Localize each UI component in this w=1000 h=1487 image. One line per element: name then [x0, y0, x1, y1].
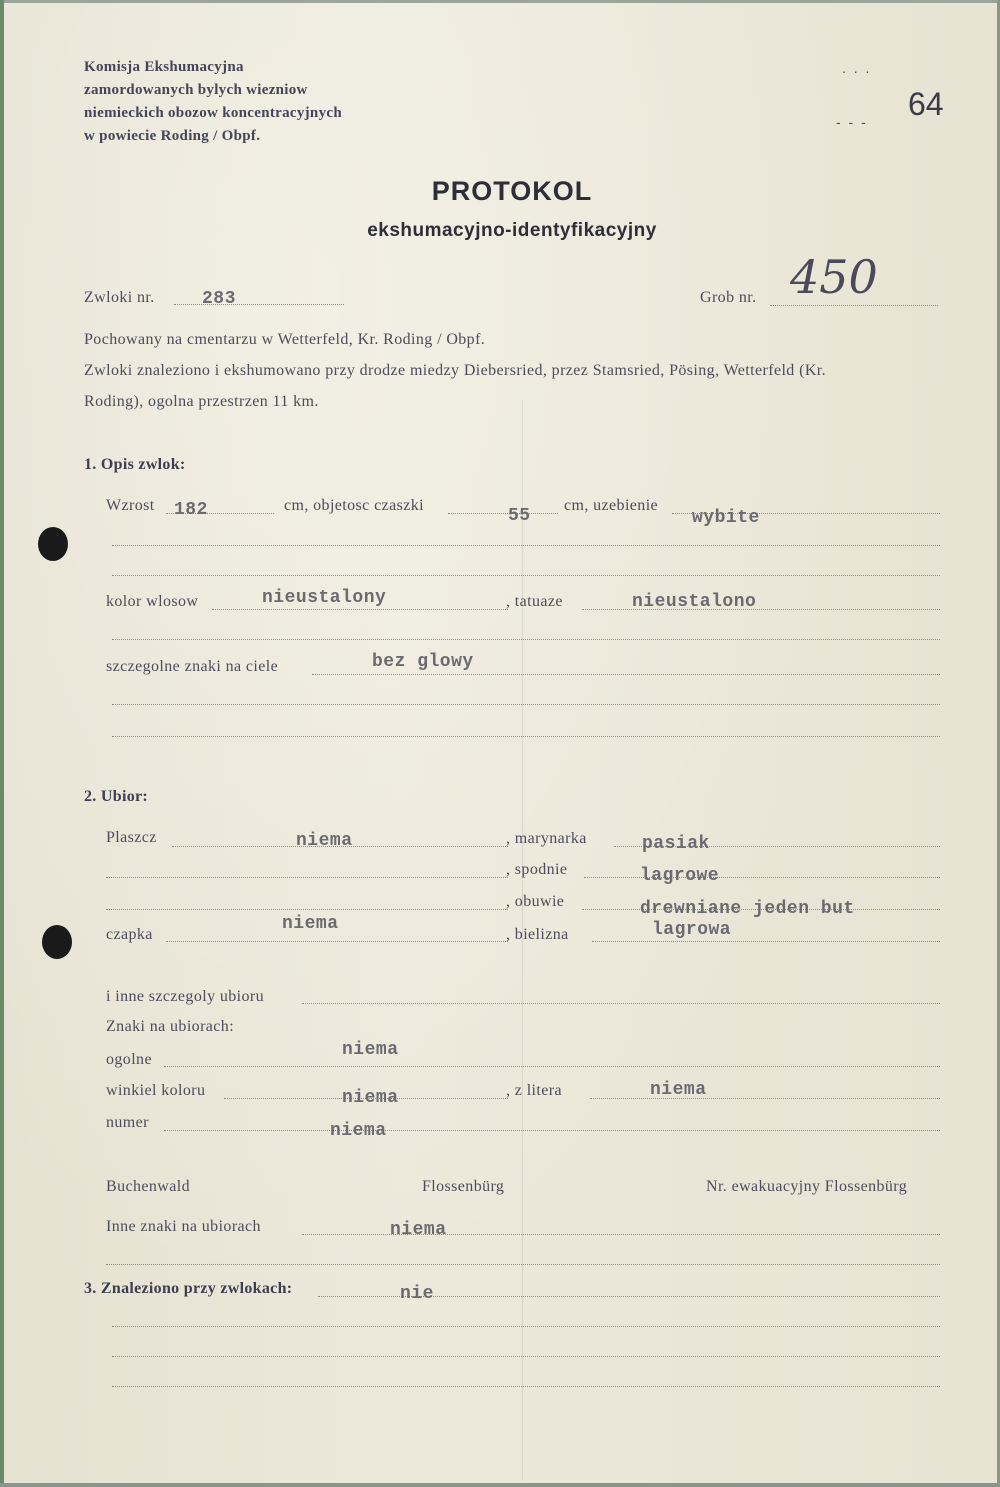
document-title: PROTOKOL [431, 176, 593, 206]
other-details-label: i inne szczegoly ubioru [106, 988, 265, 1005]
burial-text: Pochowany na cmentarzu w Wetterfeld, Kr. Roding / Obpf. [84, 331, 486, 348]
triangle-color-label: winkiel koloru [106, 1082, 206, 1099]
trousers-line [584, 877, 940, 878]
marks-on-clothes-label: Znaki na ubiorach: [106, 1018, 235, 1035]
corpse-number-label: Zwloki nr. [84, 289, 155, 306]
teeth-value: wybite [692, 508, 760, 528]
corner-dashes: - - - [836, 114, 868, 130]
opis-line-3 [112, 575, 940, 576]
triangle-color-value: niema [342, 1088, 399, 1108]
document-subtitle: ekshumacyjno-identyfikacyjny [367, 220, 657, 241]
found-items-line-2 [112, 1326, 940, 1327]
cap-value: niema [282, 914, 339, 934]
org-line-3: niemieckich obozow koncentracyjnych [84, 105, 342, 121]
hair-color-line [212, 609, 508, 610]
general-marks-value: niema [342, 1040, 399, 1060]
org-line-1: Komisja Ekshumacyjna [84, 59, 244, 75]
hair-color-value: nieustalony [262, 588, 387, 608]
found-text-line-2: Roding), ogolna przestrzen 11 km. [84, 393, 319, 410]
page-number: 64 [908, 86, 944, 122]
section-3-heading: 3. Znaleziono przy zwlokach: [84, 1280, 293, 1297]
number-value: niema [330, 1121, 387, 1141]
trousers-label: , spodnie [506, 861, 568, 878]
evacuation-number-label: Nr. ewakuacyjny Flossenbürg [706, 1178, 908, 1195]
general-marks-line [164, 1066, 940, 1067]
section-2-heading: 2. Ubior: [84, 788, 149, 805]
body-marks-line [312, 674, 940, 675]
other-marks-label: Inne znaki na ubiorach [106, 1218, 261, 1235]
found-text-line-1: Zwloki znaleziono i ekshumowano przy drodze miedzy Diebersried, przez Stamsried, Pösing, Wetterfeld (Kr. [84, 362, 827, 379]
corpse-number-line [174, 304, 344, 305]
height-value: 182 [174, 500, 208, 520]
found-items-line-3 [112, 1356, 940, 1357]
grave-number-label: Grob nr. [700, 289, 757, 306]
found-items-value: nie [400, 1284, 434, 1304]
underwear-value: lagrowa [652, 920, 732, 940]
tattoo-label: , tatuaze [506, 593, 563, 610]
opis-line-5 [112, 639, 940, 640]
cap-line [166, 941, 508, 942]
grave-number-value: 450 [790, 250, 878, 304]
teeth-label: cm, uzebienie [564, 497, 659, 514]
opis-line-2 [112, 545, 940, 546]
letter-line [590, 1098, 940, 1099]
letter-label: , z litera [506, 1082, 562, 1099]
grave-number-line [770, 305, 938, 306]
trousers-value: lagrowe [640, 866, 720, 886]
cap-label: czapka [106, 926, 153, 943]
hair-color-label: kolor wlosow [106, 593, 199, 610]
org-line-4: w powiecie Roding / Obpf. [84, 128, 261, 144]
other-details-line [302, 1003, 940, 1004]
opis-line-7 [112, 704, 940, 705]
underwear-label: , bielizna [506, 926, 569, 943]
page-edge-top [0, 0, 1000, 3]
org-line-2: zamordowanych bylych wiezniow [84, 82, 308, 98]
body-marks-label: szczegolne znaki na ciele [106, 658, 279, 675]
height-label: Wzrost [106, 497, 155, 514]
jacket-label: , marynarka [506, 830, 587, 847]
skull-line [448, 513, 558, 514]
punch-hole-bottom [42, 925, 72, 959]
ubior-line-3 [106, 909, 508, 910]
shoes-value: drewniane jeden but [640, 899, 855, 919]
punch-hole-top [38, 527, 68, 561]
general-marks-label: ogolne [106, 1051, 152, 1068]
number-label: numer [106, 1114, 149, 1131]
coat-label: Plaszcz [106, 829, 157, 846]
found-items-line-4 [112, 1386, 940, 1387]
letter-value: niema [650, 1080, 707, 1100]
ubior-line-end [106, 1264, 940, 1265]
tattoo-value: nieustalono [632, 592, 757, 612]
camp-buchenwald: Buchenwald [106, 1178, 190, 1195]
number-line [164, 1130, 940, 1131]
coat-value: niema [296, 831, 353, 851]
shoes-label: , obuwie [506, 893, 565, 910]
corpse-number-value: 283 [202, 289, 236, 309]
section-1-heading: 1. Opis zwlok: [84, 456, 186, 473]
underwear-line [592, 941, 940, 942]
page-edge-bottom [0, 1483, 1000, 1487]
camp-flossenburg: Flossenbürg [422, 1178, 505, 1195]
body-marks-value: bez glowy [372, 652, 474, 672]
other-marks-value: niema [390, 1220, 447, 1240]
skull-value: 55 [508, 506, 531, 526]
skull-label: cm, objetosc czaszki [284, 497, 424, 514]
corner-dots: . . . [842, 60, 872, 76]
ubior-line-2 [106, 877, 508, 878]
opis-line-8 [112, 736, 940, 737]
jacket-value: pasiak [642, 834, 710, 854]
